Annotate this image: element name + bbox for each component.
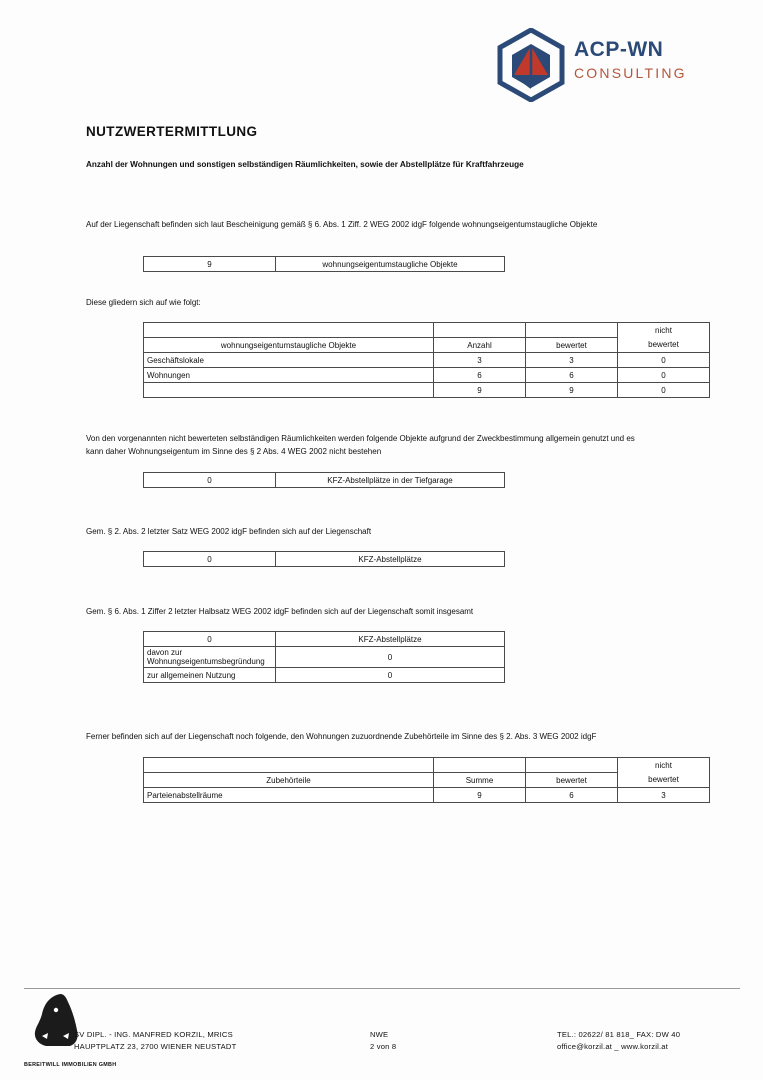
row-nicht-bewertet: 3 [618, 788, 710, 803]
col-header-bewertet: bewertet [526, 338, 618, 353]
row-bewertet: 6 [526, 788, 618, 803]
footer-center [370, 1029, 396, 1053]
row-bewertet: 3 [526, 353, 618, 368]
total-nicht-bewertet: 0 [618, 383, 710, 398]
total-anzahl: 9 [434, 383, 526, 398]
table-row [144, 257, 505, 272]
company-logo [497, 26, 697, 108]
table-header-row [144, 758, 710, 773]
row-nicht-bewertet: 0 [618, 353, 710, 368]
abs2-count: 0 [144, 552, 276, 567]
table-header-row [144, 323, 710, 338]
row-label: Wohnungen [144, 368, 434, 383]
footer-left-line1: SV DIPL. - ING. MANFRED KORZIL, MRICS [74, 1030, 233, 1039]
row-anzahl: 3 [434, 353, 526, 368]
page-subtitle: Anzahl der Wohnungen und sonstigen selbständigen Räumlichkeiten, sowie der Abstellplätze für Kraftfahrzeuge [86, 160, 524, 169]
tiefgarage-count: 0 [144, 473, 276, 488]
table-header-row [144, 773, 710, 788]
col-header-bewertet: bewertet [526, 773, 618, 788]
abs6-table [143, 631, 505, 683]
col-header-zubehoerteile: Zubehörteile [144, 773, 434, 788]
table-row [144, 552, 505, 567]
footer-left [74, 1029, 236, 1053]
tiefgarage-label: KFZ-Abstellplätze in der Tiefgarage [276, 473, 505, 488]
col-header-summe: Summe [434, 773, 526, 788]
total-label [144, 383, 434, 398]
table-row [144, 368, 710, 383]
col-header-nicht-bewertet: bewertet [618, 773, 710, 788]
table-row [144, 788, 710, 803]
table-total-row [144, 383, 710, 398]
col-header-anzahl: Anzahl [434, 338, 526, 353]
total-bewertet: 9 [526, 383, 618, 398]
tiefgarage-table [143, 472, 505, 488]
footer-page-number: 2 von 8 [370, 1042, 397, 1051]
table-row [144, 647, 505, 668]
table-row [144, 632, 505, 647]
abs6-label: KFZ-Abstellplätze [276, 632, 505, 647]
intro-paragraph: Auf der Liegenschaft befinden sich laut Bescheinigung gemäß § 6. Abs. 1 Ziff. 2 WEG 2002 idgF folgende wohnungseigentumstaugliche Objekte [86, 220, 598, 229]
abs2-paragraph: Gem. § 2. Abs. 2 letzter Satz WEG 2002 idgF befinden sich auf der Liegenschaft [86, 527, 372, 536]
abs6-row-value: 0 [276, 647, 505, 668]
table-row [144, 353, 710, 368]
intro-table [143, 256, 505, 272]
zubehoer-paragraph: Ferner befinden sich auf der Liegenschaft noch folgende, den Wohnungen zuzuordnende Zubehörteile im Sinne des § 2. Abs. 3 WEG 2002 idgF [86, 732, 597, 741]
logo-subtitle: CONSULTING [574, 65, 687, 81]
footer-company-name: BEREITWILL IMMOBILIEN GMBH [24, 1062, 117, 1068]
breakdown-intro: Diese gliedern sich auf wie folgt: [86, 298, 201, 307]
tiefgarage-paragraph: Von den vorgenannten nicht bewerteten selbständigen Räumlichkeiten werden folgende Objekte aufgrund der Zweckbestimmung allgemein genutzt und es kann daher Wohnungseigentum im Sinne des § 2 Abs. 4 WEG 2002 nicht bestehen [86, 434, 635, 456]
abs2-table [143, 551, 505, 567]
abs6-row-label: davon zur Wohnungseigentumsbegründung [144, 647, 276, 668]
intro-count: 9 [144, 257, 276, 272]
abs6-row-value: 0 [276, 668, 505, 683]
abs6-paragraph: Gem. § 6. Abs. 1 Ziffer 2 letzter Halbsatz WEG 2002 idgF befinden sich auf der Liegenschaft somit insgesamt [86, 607, 474, 616]
footer-phone: TEL.: 02622/ 81 818_ FAX: DW 40 [557, 1030, 681, 1039]
col-header-objekte: wohnungseigentumstaugliche Objekte [144, 338, 434, 353]
footer-divider [24, 988, 740, 989]
row-label: Parteienabstellräume [144, 788, 434, 803]
col-header-nicht: nicht [618, 323, 710, 338]
abs6-row-label: zur allgemeinen Nutzung [144, 668, 276, 683]
abs2-label: KFZ-Abstellplätze [276, 552, 505, 567]
footer-left-line2: HAUPTPLATZ 23, 2700 WIENER NEUSTADT [74, 1042, 237, 1051]
breakdown-table [143, 322, 710, 398]
hexagon-logo-icon [497, 28, 565, 102]
row-anzahl: 6 [434, 368, 526, 383]
footer-doc-code: NWE [370, 1030, 389, 1039]
col-header-nicht: nicht [618, 758, 710, 773]
table-row [144, 473, 505, 488]
footer-right [557, 1029, 680, 1053]
row-label: Geschäftslokale [144, 353, 434, 368]
row-summe: 9 [434, 788, 526, 803]
table-header-row [144, 338, 710, 353]
intro-label: wohnungseigentumstaugliche Objekte [276, 257, 505, 272]
logo-wordmark [574, 38, 687, 82]
row-bewertet: 6 [526, 368, 618, 383]
abs6-count: 0 [144, 632, 276, 647]
footer-email: office@korzil.at _ www.korzil.at [557, 1042, 669, 1051]
table-row [144, 668, 505, 683]
page-title: NUTZWERTERMITTLUNG [86, 124, 258, 139]
logo-title: ACP-WN [574, 38, 664, 61]
col-header-nicht-bewertet: bewertet [618, 338, 710, 353]
row-nicht-bewertet: 0 [618, 368, 710, 383]
zubehoer-table [143, 757, 710, 803]
